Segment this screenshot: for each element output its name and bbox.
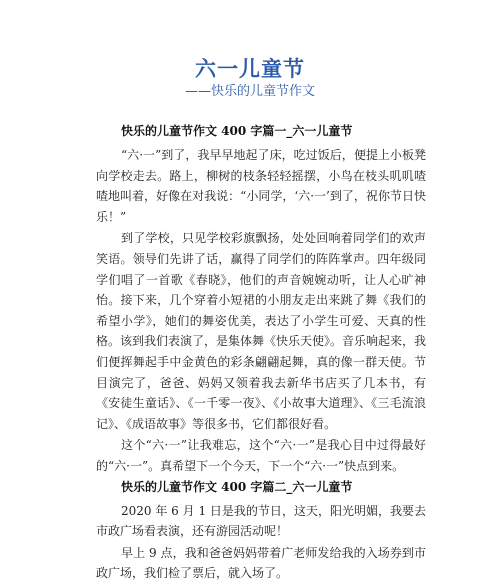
- paragraph: 早上 9 点，我和爸爸妈妈带着广老师发给我的入场券到市政广场，我们检了票后，就入场了。: [96, 545, 426, 581]
- paragraph: “六·一”到了，我早早地起了床，吃过饭后，便提上小板凳向学校走去。路上，柳树的枝条轻轻摇摆，小鸟在枝头叽叽喳喳地叫着，好像在对我说：“小同学，‘六·一’到了，祝你节日快乐！”: [96, 148, 426, 224]
- page-subtitle: ——快乐的儿童节作文: [184, 84, 315, 99]
- page-title: 六一儿童节: [195, 57, 305, 81]
- section-heading-1: 快乐的儿童节作文 400 字篇一_六一儿童节: [121, 124, 353, 138]
- paragraph: 2020 年 6 月 1 日是我的节日，这天，阳光明媚，我要去市政广场看表演，还有游园活动呢！: [96, 503, 426, 539]
- paragraph: 到了学校，只见学校彩旗飘扬，处处回响着同学们的欢声笑语。领导们先讲了话，赢得了同学们的阵阵掌声。四年级同学们唱了一首歌《春晓》，他们的声音婉婉动听，让人心旷神怡。接下来，几个穿着小短裙的小朋友走出来跳了舞《我们的希望小学》，她们的舞姿优美，表达了小学生可爱、天真的性格。该到我们表演了，是集体舞《快乐天使》。音乐响起来，我们便挥舞起手中金黄色的彩条翩翩起舞，真的像一群天使。节目演完了，爸爸、妈妈又领着我去新华书店买了几本书，有《安徒生童话》、《一千零一夜》、《小故事大道理》、《三毛流浪记》、《成语故事》等很多书，它们都很好看。: [96, 231, 427, 431]
- article-body: [96, 122, 426, 585]
- section-heading-2: 快乐的儿童节作文 400 字篇二_六一儿童节: [121, 479, 353, 494]
- paragraph: 这个“六·一”让我难忘，这个“六·一”是我心目中过得最好的“六·一”。真希望下一个今天，下一个“六·一”快点到来。: [96, 438, 426, 473]
